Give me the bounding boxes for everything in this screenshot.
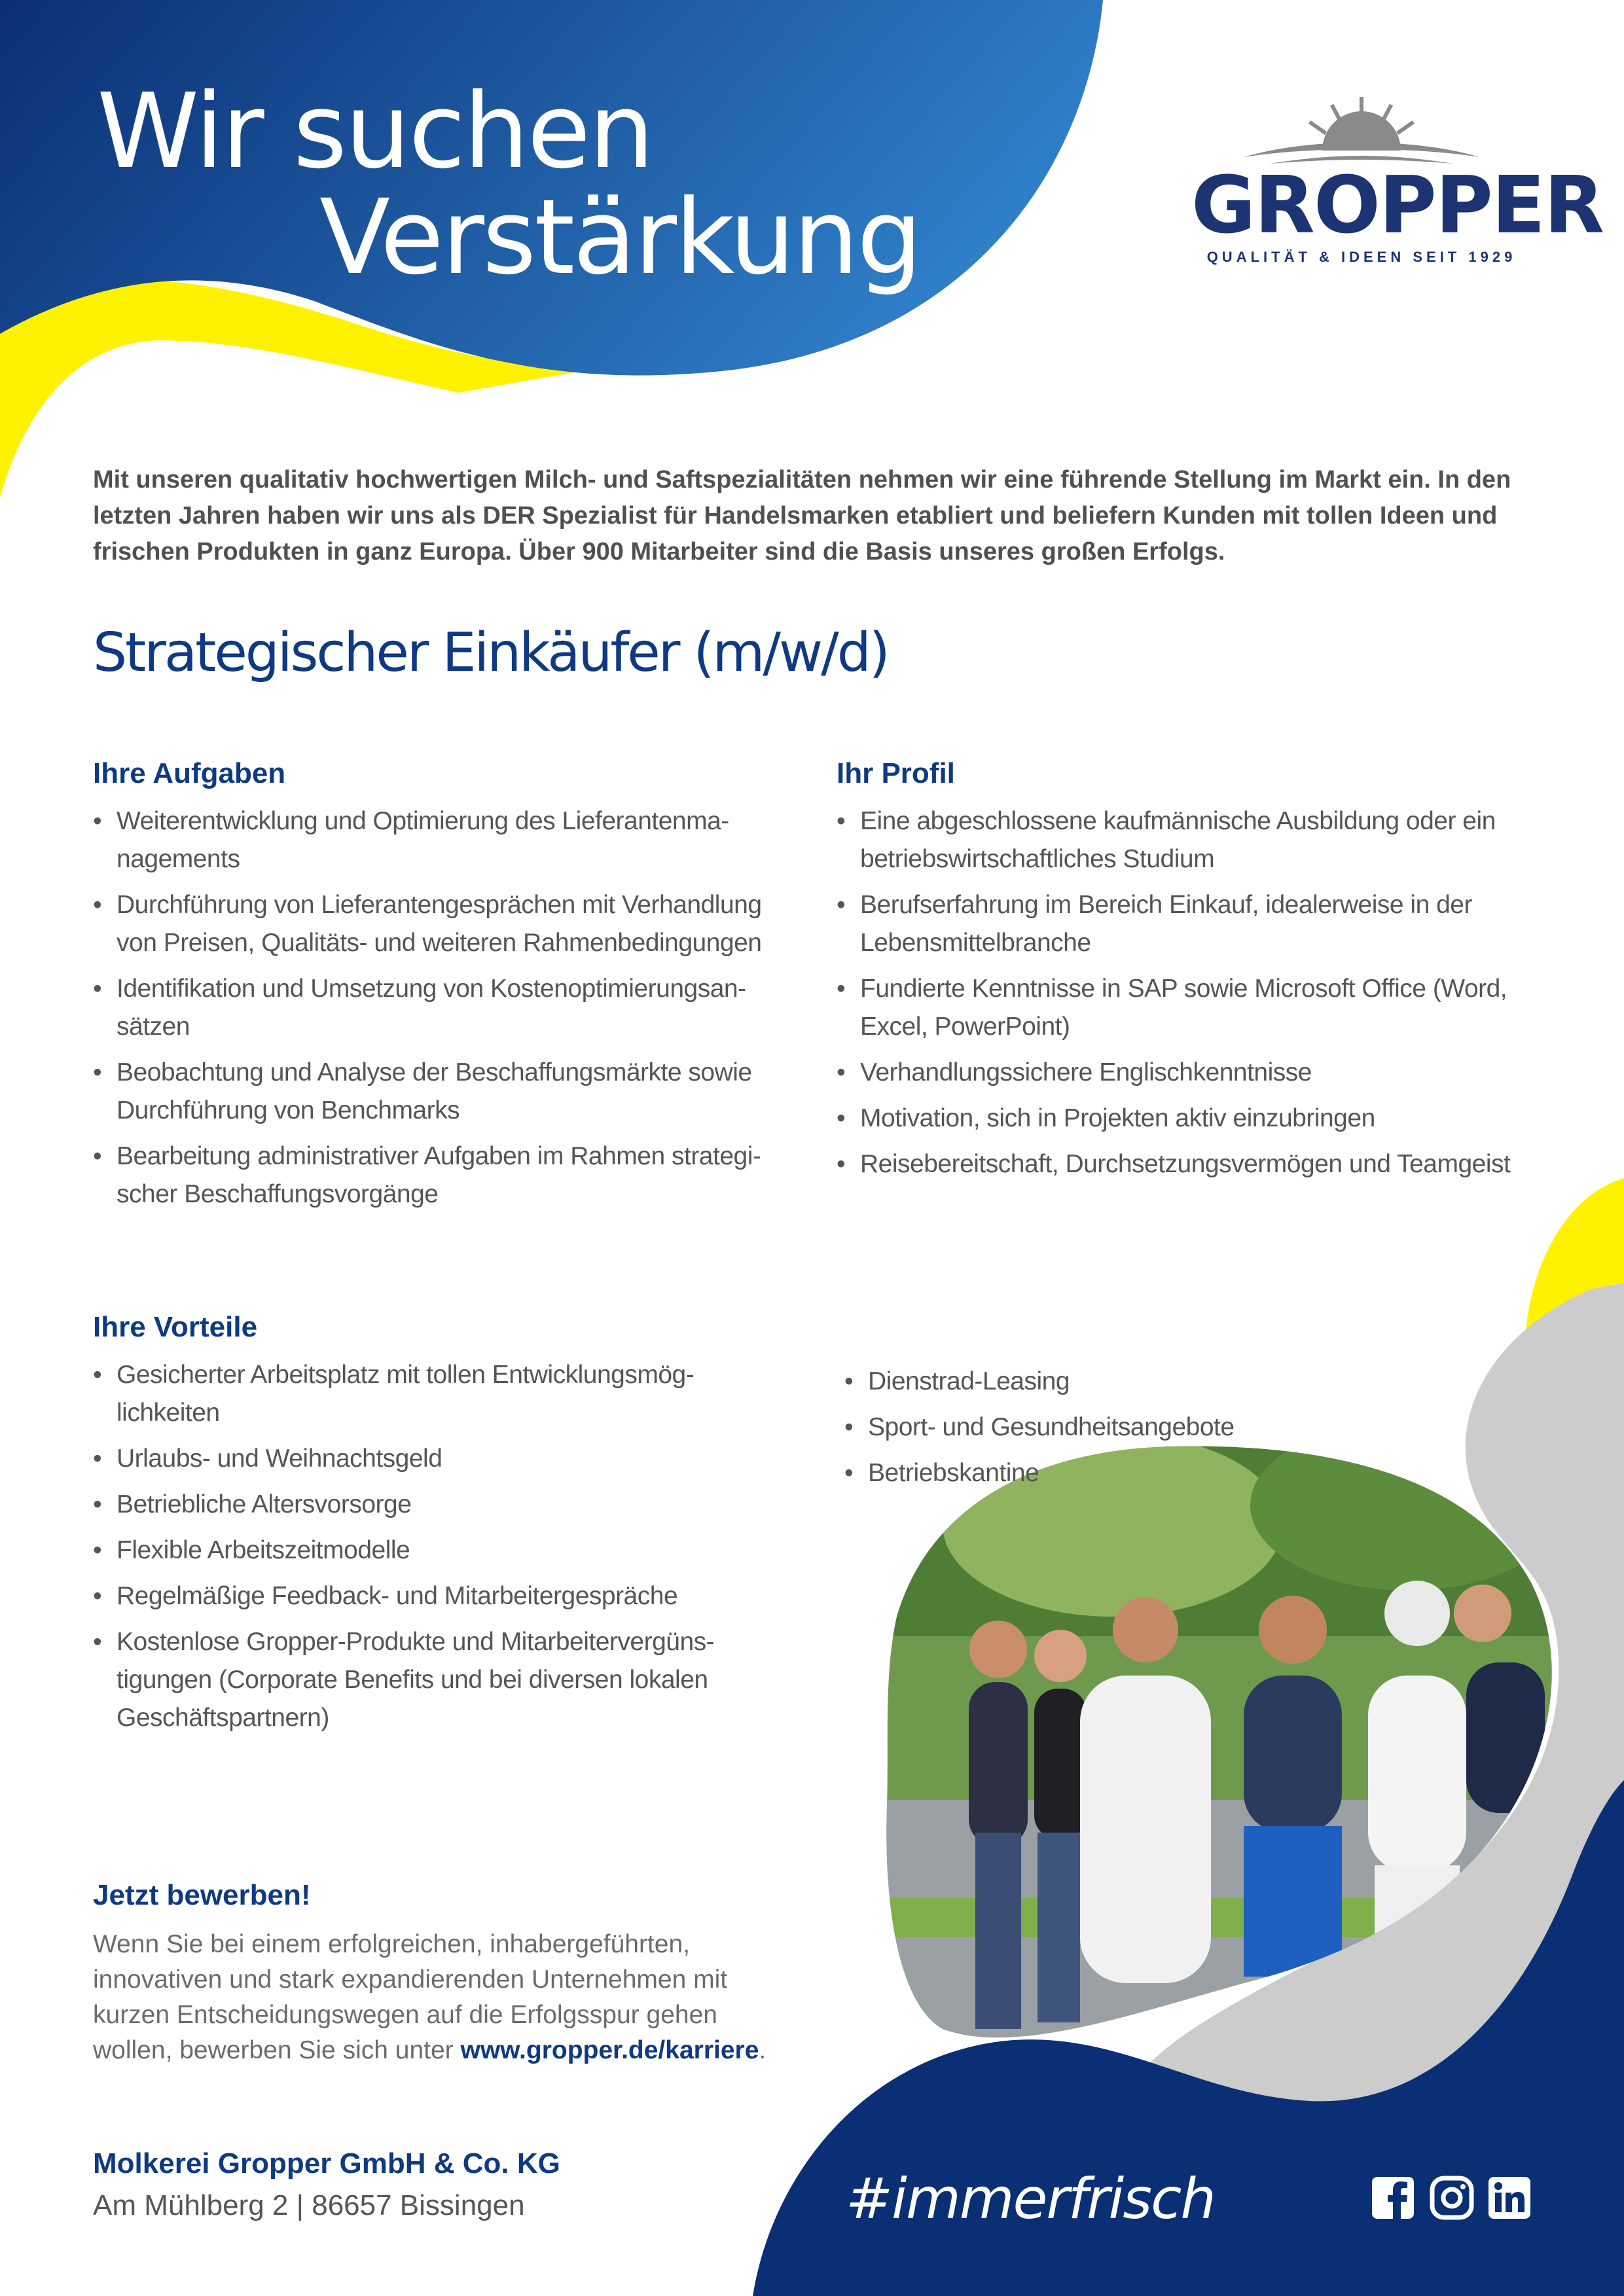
list-item: • Regelmäßige Feedback- und Mitarbeitergespräche: [93, 1577, 787, 1615]
list-item: • Sport- und Gesundheitsangebote: [844, 1408, 1303, 1446]
list-item: • Betriebliche Altersvorsorge: [93, 1486, 787, 1524]
tasks-section: [93, 754, 787, 1221]
tasks-heading: Ihre Aufgaben: [93, 757, 286, 789]
list-item: • Urlaubs- und Weihnachtsgeld: [93, 1440, 787, 1478]
sunrise-logo-icon: [1191, 92, 1532, 164]
headline-line-1: Wir suchen: [97, 71, 653, 192]
profile-section: [837, 754, 1530, 1191]
benefits-section: [93, 1308, 787, 1745]
apply-heading: Jetzt bewerben!: [93, 1879, 311, 1911]
list-item: • Durchführung von Lieferantengesprächen mit Verhandlung von Preisen, Qualitäts- und weiteren Rahmenbedingungen: [93, 886, 787, 962]
logo-tagline: QUALITÄT & IDEEN SEIT 1929: [1206, 249, 1517, 265]
list-item: • Bearbeitung administrativer Aufgaben im Rahmen strategi-scher Beschaffungsvorgänge: [93, 1138, 787, 1213]
logo-wordmark: GROPPER: [1191, 160, 1604, 251]
hashtag: #immerfrisch: [846, 2166, 1215, 2232]
list-item: • Gesicherter Arbeitsplatz mit tollen Entwicklungsmög-lichkeiten: [93, 1356, 787, 1432]
career-link[interactable]: www.gropper.de/karriere: [460, 2036, 759, 2064]
headline: [97, 71, 921, 298]
benefits-list-left: [93, 1356, 787, 1737]
gropper-logo: [1191, 92, 1604, 275]
list-item: • Eine abgeschlossene kaufmännische Ausbildung oder ein betriebswirtschaftliches Studium: [837, 802, 1530, 878]
list-item: • Fundierte Kenntnisse in SAP sowie Microsoft Office (Word, Excel, PowerPoint): [837, 970, 1530, 1046]
apply-end: .: [759, 2036, 767, 2064]
job-title: Strategischer Einkäufer (m/w/d): [93, 622, 888, 684]
list-item: • Dienstrad-Leasing: [844, 1363, 1303, 1401]
profile-list: [837, 802, 1530, 1183]
list-item: • Kostenlose Gropper-Produkte und Mitarbeitervergüns-tigungen (Corporate Benefits und bei diversen lokalen Geschäftspartnern): [93, 1623, 787, 1737]
list-item: • Reisebereitschaft, Durchsetzungsvermögen und Teamgeist: [837, 1145, 1530, 1183]
intro-paragraph: Mit unseren qualitativ hochwertigen Milch- und Saftspezialitäten nehmen wir eine führende Stellung im Markt ein. In den letzten Jahren haben wir uns als DER Spezialist für Handelsmarken etabliert und beliefern Kunden mit tollen Ideen und frischen Produkten in ganz Europa. Über 900 Mitarbeiter sind die Basis unseres großen Erfolgs.: [93, 466, 1511, 565]
company-name: Molkerei Gropper GmbH & Co. KG: [93, 2147, 560, 2179]
linkedin-icon[interactable]: [1487, 2176, 1532, 2220]
benefits-list-right: [844, 1363, 1303, 1492]
list-item: • Identifikation und Umsetzung von Kostenoptimierungsan-sätzen: [93, 970, 787, 1046]
list-item: • Weiterentwicklung und Optimierung des Lieferantenma-nagements: [93, 802, 787, 878]
company-address: Am Mühlberg 2 | 86657 Bissingen: [93, 2189, 525, 2221]
list-item: • Berufserfahrung im Bereich Einkauf, idealerweise in der Lebensmittelbranche: [837, 886, 1530, 962]
benefits-right-column: [844, 1363, 1303, 1500]
tasks-list: [93, 802, 787, 1213]
apply-paragraph: [93, 1927, 780, 2068]
list-item: • Verhandlungssichere Englischkenntnisse: [837, 1054, 1530, 1092]
list-item: • Motivation, sich in Projekten aktiv einzubringen: [837, 1100, 1530, 1138]
headline-line-2: Verstärkung: [319, 177, 921, 298]
profile-heading: Ihr Profil: [837, 757, 955, 789]
list-item: • Beobachtung und Analyse der Beschaffungsmärkte sowie Durchführung von Benchmarks: [93, 1054, 787, 1130]
list-item: • Betriebskantine: [844, 1454, 1303, 1492]
list-item: • Flexible Arbeitszeitmodelle: [93, 1532, 787, 1570]
facebook-icon[interactable]: [1371, 2176, 1415, 2220]
apply-text: Wenn Sie bei einem erfolgreichen, inhabergeführten, innovativen und stark expandierenden Unternehmen mit kurzen Entscheidungswegen auf die Erfolgsspur gehen wollen, bewerben Sie sich unter: [93, 1930, 728, 2064]
instagram-icon[interactable]: [1430, 2176, 1474, 2220]
benefits-heading: Ihre Vorteile: [93, 1311, 258, 1343]
